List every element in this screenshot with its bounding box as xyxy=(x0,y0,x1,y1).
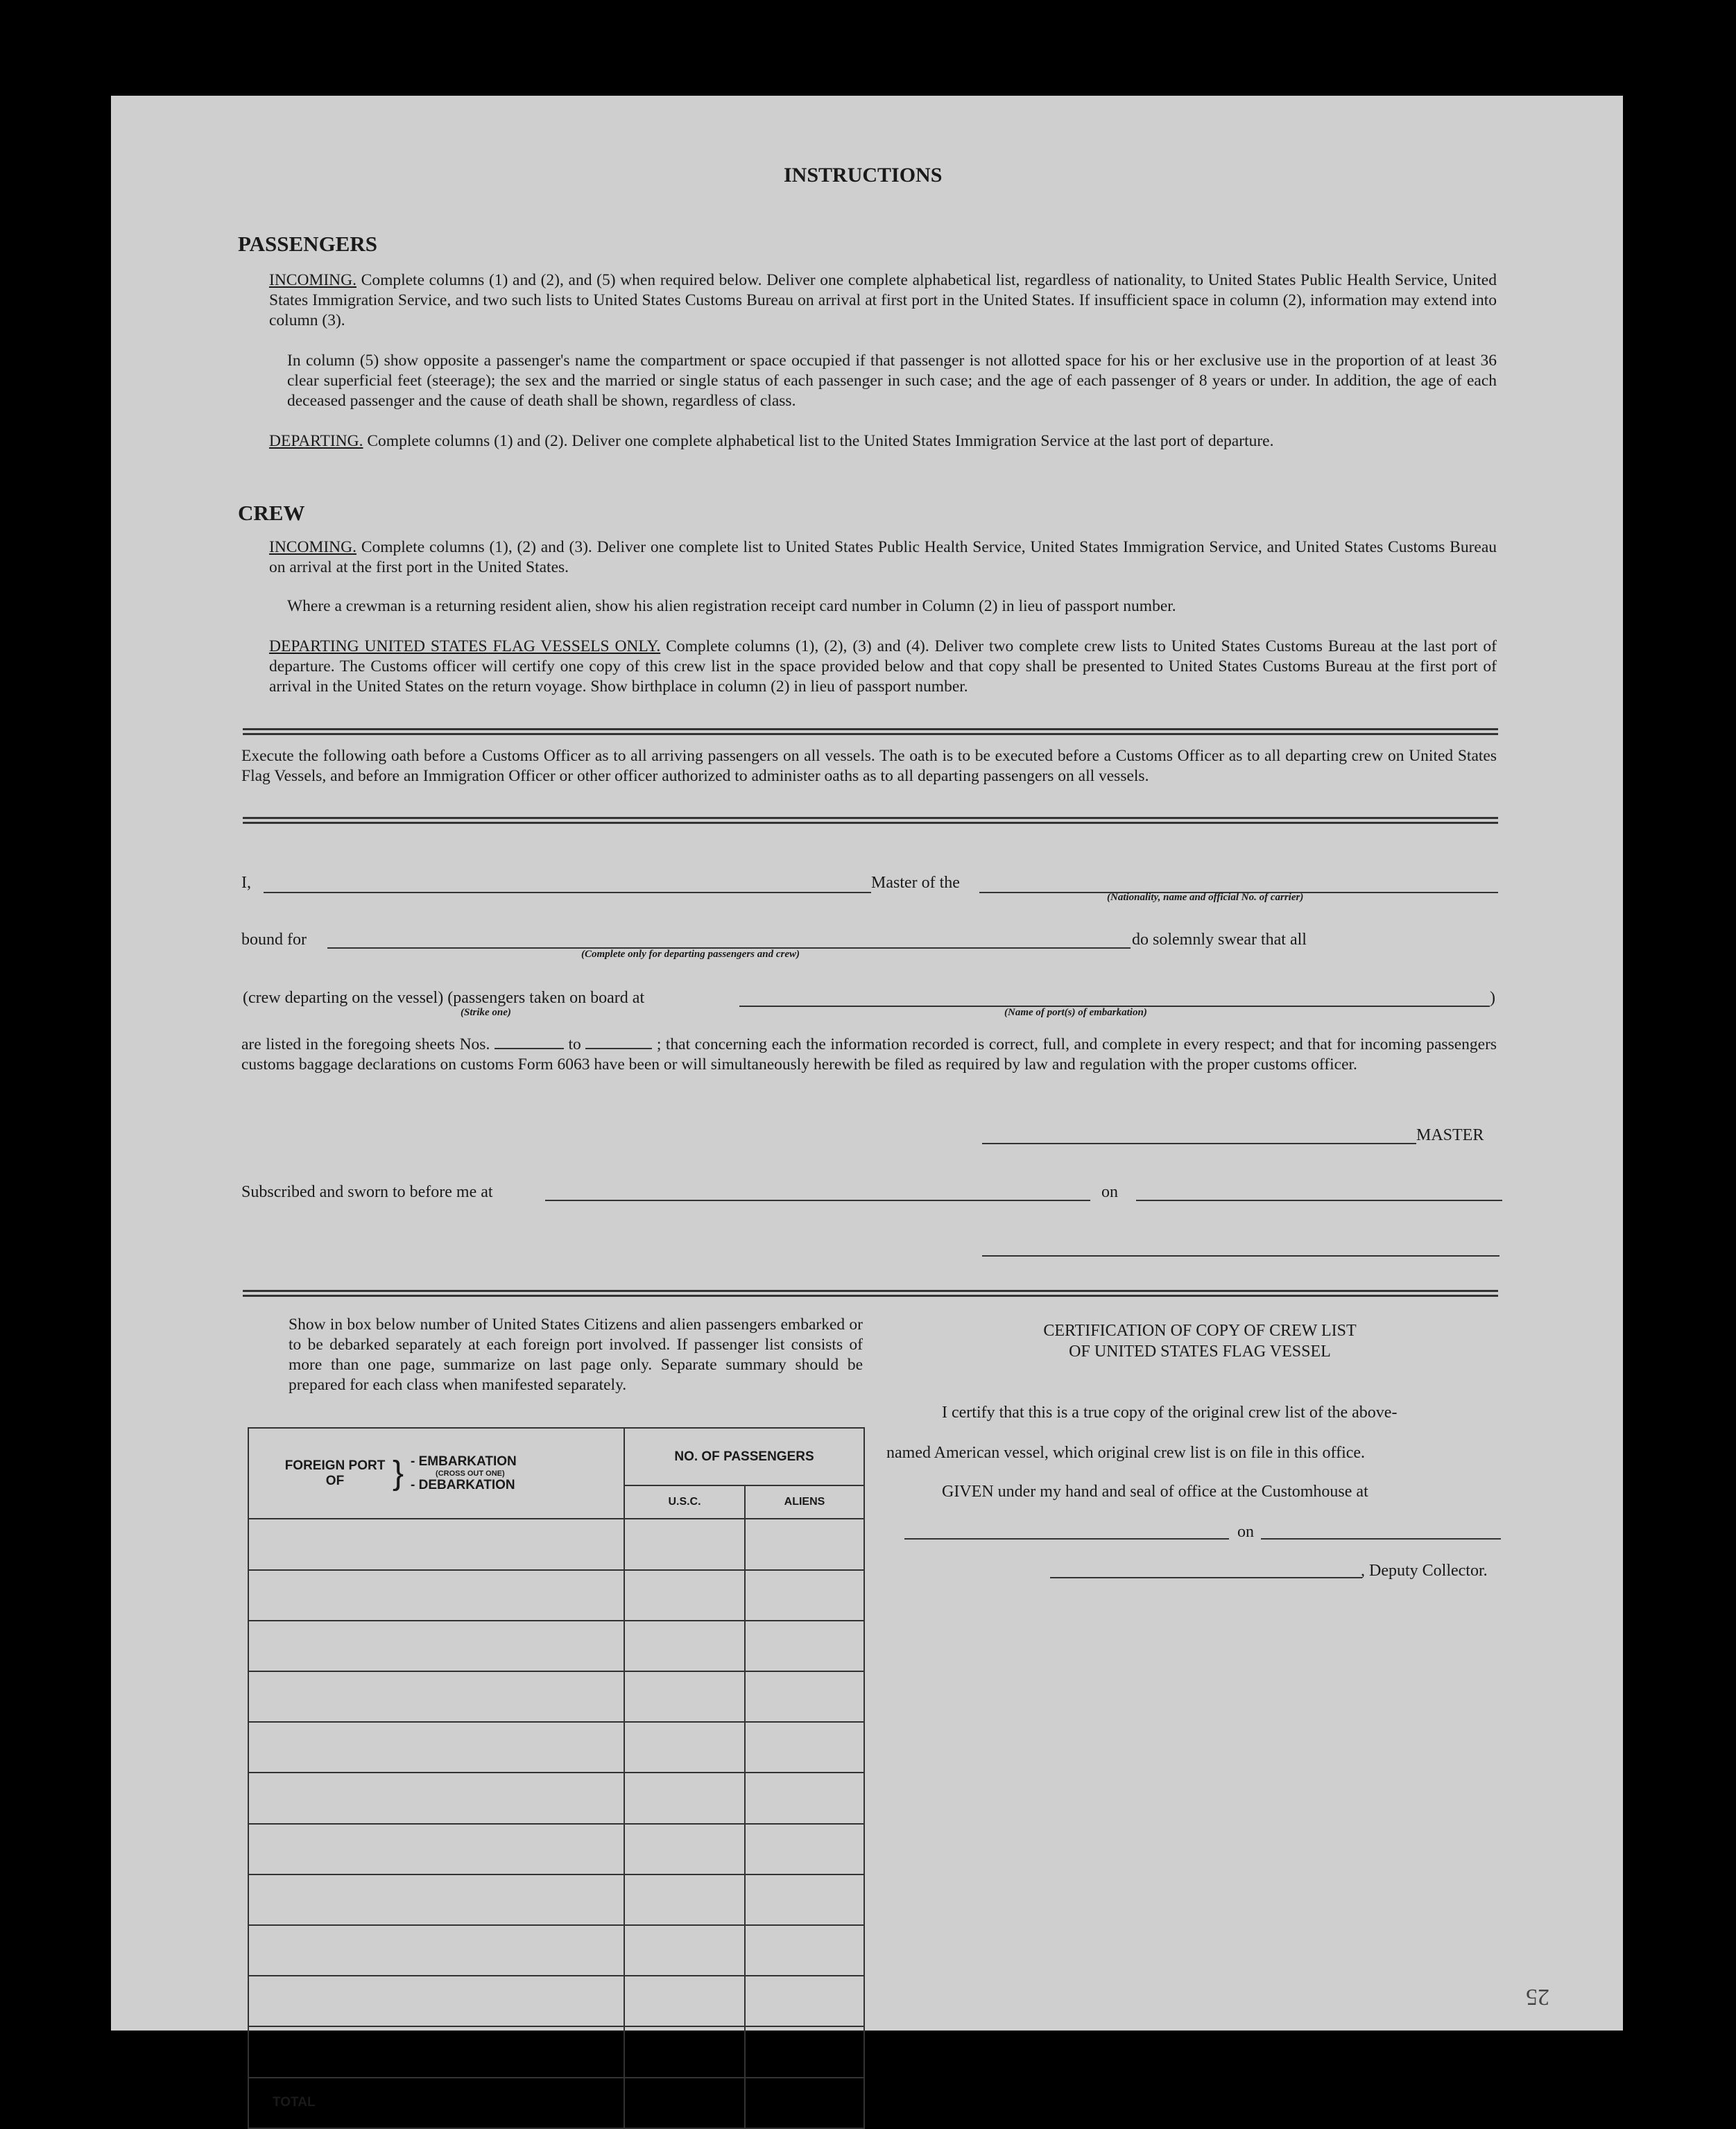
crew-departing xyxy=(269,637,1497,697)
subscribed-label: Subscribed and sworn to before me at xyxy=(241,1183,493,1201)
master-label: MASTER xyxy=(1416,1126,1484,1144)
certify-text-a: I certify that this is a true copy of the original crew list of the above- xyxy=(942,1404,1398,1422)
ports-note: (Name of port(s) of embarkation) xyxy=(1004,1007,1147,1018)
deputy-collector-label: , Deputy Collector. xyxy=(1361,1562,1488,1580)
page-number: 25 xyxy=(1526,1984,1549,2010)
port-cell[interactable] xyxy=(248,1824,624,1874)
oath-listed xyxy=(241,1035,1497,1075)
passengers-heading: PASSENGERS xyxy=(238,232,377,256)
passengers-departing xyxy=(269,431,1497,451)
cross-out-note: (CROSS OUT ONE) xyxy=(436,1469,505,1478)
total-usc-cell[interactable] xyxy=(624,2078,745,2128)
subscribed-on-label: on xyxy=(1101,1183,1118,1201)
divider xyxy=(243,1290,1498,1297)
passengers-incoming xyxy=(269,270,1497,331)
swear-text: do solemnly swear that all xyxy=(1132,931,1307,949)
col-embark: - EMBARKATION xyxy=(411,1454,517,1469)
table-row xyxy=(248,1519,864,1569)
passenger-summary-table xyxy=(248,1427,865,2129)
usc-cell[interactable] xyxy=(624,1519,745,1569)
customhouse-field[interactable] xyxy=(904,1538,1229,1540)
passengers-departing-text: Complete columns (1) and (2). Deliver one complete alphabetical list to the United States Immigration Service at the last port of departure. xyxy=(367,432,1274,450)
crew-incoming-text: Complete columns (1), (2) and (3). Deliver one complete list to United States Public Health Service, United States Immigration Service, and United States Customs Bureau on arrival at the first port in the United States. xyxy=(269,538,1497,576)
col-no-passengers: NO. OF PASSENGERS xyxy=(624,1428,864,1485)
usc-cell[interactable] xyxy=(624,1671,745,1722)
crew-incoming-label: INCOMING. xyxy=(269,538,356,556)
divider xyxy=(243,817,1498,824)
listed-text-a: are listed in the foregoing sheets Nos. xyxy=(241,1035,490,1053)
aliens-cell[interactable] xyxy=(745,1570,864,1621)
aliens-cell[interactable] xyxy=(745,1519,864,1569)
passengers-incoming-label: INCOMING. xyxy=(269,271,356,289)
port-cell[interactable] xyxy=(248,2026,624,2077)
certification-date-field[interactable] xyxy=(1261,1538,1501,1540)
aliens-cell[interactable] xyxy=(745,1621,864,1671)
table-row xyxy=(248,1671,864,1722)
table-row xyxy=(248,1925,864,1976)
total-label: TOTAL xyxy=(248,2078,624,2128)
table-row xyxy=(248,1874,864,1925)
aliens-cell[interactable] xyxy=(745,1925,864,1976)
table-row xyxy=(248,1621,864,1671)
crew-departing-clause: (crew departing on the vessel) (passengers taken on board at xyxy=(243,989,645,1007)
oath-i-label: I, xyxy=(241,874,251,892)
aliens-cell[interactable] xyxy=(745,1722,864,1773)
crew-resident: Where a crewman is a returning resident alien, show his alien registration receipt card number in Column (2) in lieu of passport number. xyxy=(287,597,1176,615)
col-debark: - DEBARKATION xyxy=(411,1477,515,1492)
port-cell[interactable] xyxy=(248,1874,624,1925)
master-signature-field[interactable] xyxy=(982,1143,1416,1144)
table-row xyxy=(248,1722,864,1773)
usc-cell[interactable] xyxy=(624,1722,745,1773)
table-row xyxy=(248,1976,864,2026)
divider xyxy=(243,728,1498,735)
listed-to: to xyxy=(568,1035,581,1053)
subscribed-date-field[interactable] xyxy=(1136,1200,1502,1201)
sheet-from-field[interactable] xyxy=(495,1048,564,1049)
usc-cell[interactable] xyxy=(624,2026,745,2077)
table-row xyxy=(248,1570,864,1621)
certification-heading-1: CERTIFICATION OF COPY OF CREW LIST xyxy=(1043,1322,1357,1340)
port-cell[interactable] xyxy=(248,1976,624,2026)
crew-incoming xyxy=(269,537,1497,578)
aliens-cell[interactable] xyxy=(745,2026,864,2077)
crew-departing-text: Complete columns (1), (2), (3) and (4). Deliver two complete crew lists to United States Customs Bureau at the last port of departure. The Customs officer will certify one copy of this crew list in the space provided below and that copy shall be presented to United States Customs Bureau at the first port of arrival in the United States on the return voyage. Show birthplace in column (2) in lieu of passport number. xyxy=(269,637,1497,696)
port-cell[interactable] xyxy=(248,1570,624,1621)
port-cell[interactable] xyxy=(248,1671,624,1722)
port-cell[interactable] xyxy=(248,1722,624,1773)
aliens-cell[interactable] xyxy=(745,1773,864,1823)
table-row xyxy=(248,1824,864,1874)
page-title: INSTRUCTIONS xyxy=(784,164,943,187)
port-cell[interactable] xyxy=(248,1621,624,1671)
usc-cell[interactable] xyxy=(624,1976,745,2026)
col-port: FOREIGN PORT OF xyxy=(284,1458,386,1488)
table-row xyxy=(248,1773,864,1823)
crew-heading: CREW xyxy=(238,501,305,525)
close-paren: ) xyxy=(1490,989,1495,1007)
usc-cell[interactable] xyxy=(624,1773,745,1823)
port-cell[interactable] xyxy=(248,1773,624,1823)
sheet-to-field[interactable] xyxy=(585,1048,652,1049)
summary-text: Show in box below number of United States Citizens and alien passengers embarked or to be debarked separately at each foreign port involved. If passenger list consists of more than one page, summarize on last page only. Separate summary should be prepared for each class when manifested separately. xyxy=(289,1316,863,1394)
listed-text-b: ; that concerning each the information recorded is correct, full, and complete in every respect; and that for incoming passengers customs baggage declarations on customs Form 6063 have been or will simultaneously herewith be filed as required by law and regulation with the proper customs officer. xyxy=(241,1035,1497,1074)
certification-on-label: on xyxy=(1237,1523,1254,1541)
departing-note: (Complete only for departing passengers and crew) xyxy=(581,949,800,960)
strike-one-note: (Strike one) xyxy=(461,1007,511,1018)
deputy-signature-field[interactable] xyxy=(1050,1577,1362,1578)
table-row xyxy=(248,2026,864,2077)
passengers-column5: In column (5) show opposite a passenger's name the compartment or space occupied if that passenger is not allotted space for his or her exclusive use in the proportion of at least 36 clear superficial feet (steerage); the sex and the married or single status of each passenger in such case; and the age of each passenger of 8 years or under. In addition, the age of each deceased passenger and the cause of death shall be shown, regardless of class. xyxy=(287,352,1497,410)
master-name-field[interactable] xyxy=(264,892,871,893)
given-text: GIVEN under my hand and seal of office at the Customhouse at xyxy=(942,1483,1368,1501)
col-usc: U.S.C. xyxy=(624,1485,745,1519)
usc-cell[interactable] xyxy=(624,1570,745,1621)
aliens-cell[interactable] xyxy=(745,1874,864,1925)
usc-cell[interactable] xyxy=(624,1874,745,1925)
brace: } xyxy=(393,1455,404,1492)
certify-text-b: named American vessel, which original crew list is on file in this office. xyxy=(886,1444,1366,1462)
certification-heading-2: OF UNITED STATES FLAG VESSEL xyxy=(1069,1343,1331,1361)
subscribed-place-field[interactable] xyxy=(545,1200,1090,1201)
crew-departing-label: DEPARTING UNITED STATES FLAG VESSELS ONLY. xyxy=(269,637,661,655)
col-aliens: ALIENS xyxy=(745,1485,864,1519)
aliens-cell[interactable] xyxy=(745,1671,864,1722)
port-cell[interactable] xyxy=(248,1519,624,1569)
foreign-port-header xyxy=(248,1428,624,1519)
passengers-departing-label: DEPARTING. xyxy=(269,432,363,450)
carrier-note: (Nationality, name and official No. of carrier) xyxy=(1107,892,1304,903)
total-row xyxy=(248,2078,864,2128)
usc-cell[interactable] xyxy=(624,1925,745,1976)
aliens-cell[interactable] xyxy=(745,1824,864,1874)
usc-cell[interactable] xyxy=(624,1824,745,1874)
master-of-label: Master of the xyxy=(871,874,960,892)
oath-intro: Execute the following oath before a Customs Officer as to all arriving passengers on all vessels. The oath is to be executed before a Customs Officer as to all departing crew on United States Flag Vessels, and before an Immigration Officer or other officer authorized to administer oaths as to all departing passengers on all vessels. xyxy=(241,747,1497,785)
officer-signature-field[interactable] xyxy=(982,1255,1499,1257)
bound-for-label: bound for xyxy=(241,931,307,949)
passengers-incoming-text: Complete columns (1) and (2), and (5) when required below. Deliver one complete alphabetical list, regardless of nationality, to United States Public Health Service, United States Immigration Service, and two such lists to United States Customs Bureau on arrival at first port in the United States. If insufficient space in column (2), information may extend into column (3). xyxy=(269,271,1497,329)
total-aliens-cell[interactable] xyxy=(745,2078,864,2128)
usc-cell[interactable] xyxy=(624,1621,745,1671)
port-cell[interactable] xyxy=(248,1925,624,1976)
aliens-cell[interactable] xyxy=(745,1976,864,2026)
